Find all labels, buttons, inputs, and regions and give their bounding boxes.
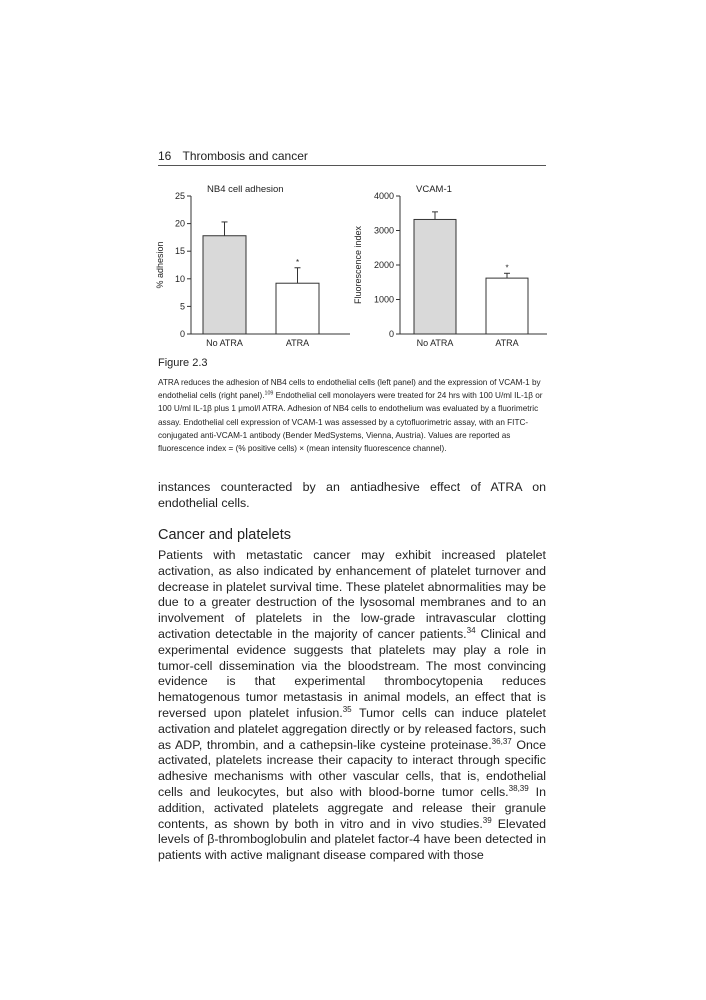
y-tick-label: 2000 — [373, 260, 394, 270]
page-number: 16 — [158, 149, 172, 163]
category-label: No ATRA — [416, 338, 454, 348]
figure-label: Figure 2.3 — [158, 357, 208, 369]
category-label: ATRA — [285, 338, 310, 348]
y-tick-label: 20 — [174, 218, 185, 229]
y-tick-label: 3000 — [373, 225, 394, 236]
significance-marker: * — [505, 263, 509, 273]
chart-title: VCAM-1 — [416, 184, 452, 195]
y-tick-label: 1000 — [373, 294, 394, 305]
y-tick-label: 4000 — [373, 191, 394, 201]
y-axis-label: % adhesion — [155, 241, 165, 289]
y-tick-label: 15 — [174, 246, 185, 257]
y-axis-label: Fluorescence index — [353, 225, 363, 305]
y-tick-label: 0 — [179, 329, 185, 339]
running-title: Thrombosis and cancer — [182, 149, 308, 163]
paragraph-cancer-platelets: Patients with metastatic cancer may exhibit increased platelet activation, as also indicated by enhancement of platelet turnover and decrease in platelet survival time. These platelet abnormalities may be due to a greater destruction of the lysosomal membranes and to an involvement of platelets in the low-grade intravascular clotting activation detectable in the majority of cancer patients.$^{34}$ Clinical and experimental evidence suggests that platelets may play a role in tumor-cell dissemination via the bloodstream. The most convincing evidence is that experimental thrombocytopenia reduces hematogenous tumor metastasis in animal models, an effect that is reversed upon platelet infusion.$^{35}$ Tumor cells can induce platelet activation and platelet aggregation directly or by released factors, such as ADP, thrombin, and a cathepsin-like cysteine proteinase.$^{36,37}$ Once activated, platelets increase their capacity to interact through specific adhesive mechanisms with other vascular cells, that is, endothelial cells and leukocytes, but also with blood-borne tumor cells.$^{38,39}$ In addition, activated platelets aggregate and release their granule contents, as shown by both in vitro and in vivo studies.$^{39}$ Elevated levels of β-thromboglobulin and platelet factor-4 have been detected in patients with active malignant disease compared with those — [158, 548, 547, 863]
category-label: No ATRA — [206, 338, 243, 348]
significance-marker: * — [295, 257, 300, 267]
figure-caption: ATRA reduces the adhesion of NB4 cells to endothelial cells (left panel) and the expression of VCAM-1 by endothelial cells (right panel).$^{109}$ Endothelial cell monolayers were treated for 24 hrs with 100 U/ml IL-1β or 100 U/ml IL-1β plus 1 μmol/l ATRA. Adhesion of NB4 cells to endothelium was evaluated by a fluorimetric assay. Endothelial cell expression of VCAM-1 was assessed by a cytofluorimetric assay, with an FITC-conjugated anti-VCAM-1 antibody (Bender MedSystems, Vienna, Austria). Values are reported as fluorescence index = (% positive cells) × (mean intensity fluorescence channel). — [158, 378, 543, 454]
running-header — [158, 148, 546, 166]
bar — [276, 283, 319, 334]
y-tick-label: 25 — [174, 191, 185, 201]
chart-vcam1 — [352, 176, 552, 356]
bar — [203, 236, 246, 334]
y-tick-label: 5 — [179, 301, 185, 312]
section-title: Cancer and platelets — [158, 527, 291, 543]
chart-title: NB4 cell adhesion — [207, 184, 284, 195]
bar — [486, 278, 528, 334]
chart-nb4-adhesion — [155, 176, 355, 356]
category-label: ATRA — [495, 338, 519, 348]
paragraph-continuation: instances counteracted by an antiadhesive effect of ATRA on endothelial cells. — [158, 480, 546, 510]
y-tick-label: 10 — [174, 273, 185, 284]
y-tick-label: 0 — [388, 329, 394, 339]
bar — [414, 219, 456, 334]
